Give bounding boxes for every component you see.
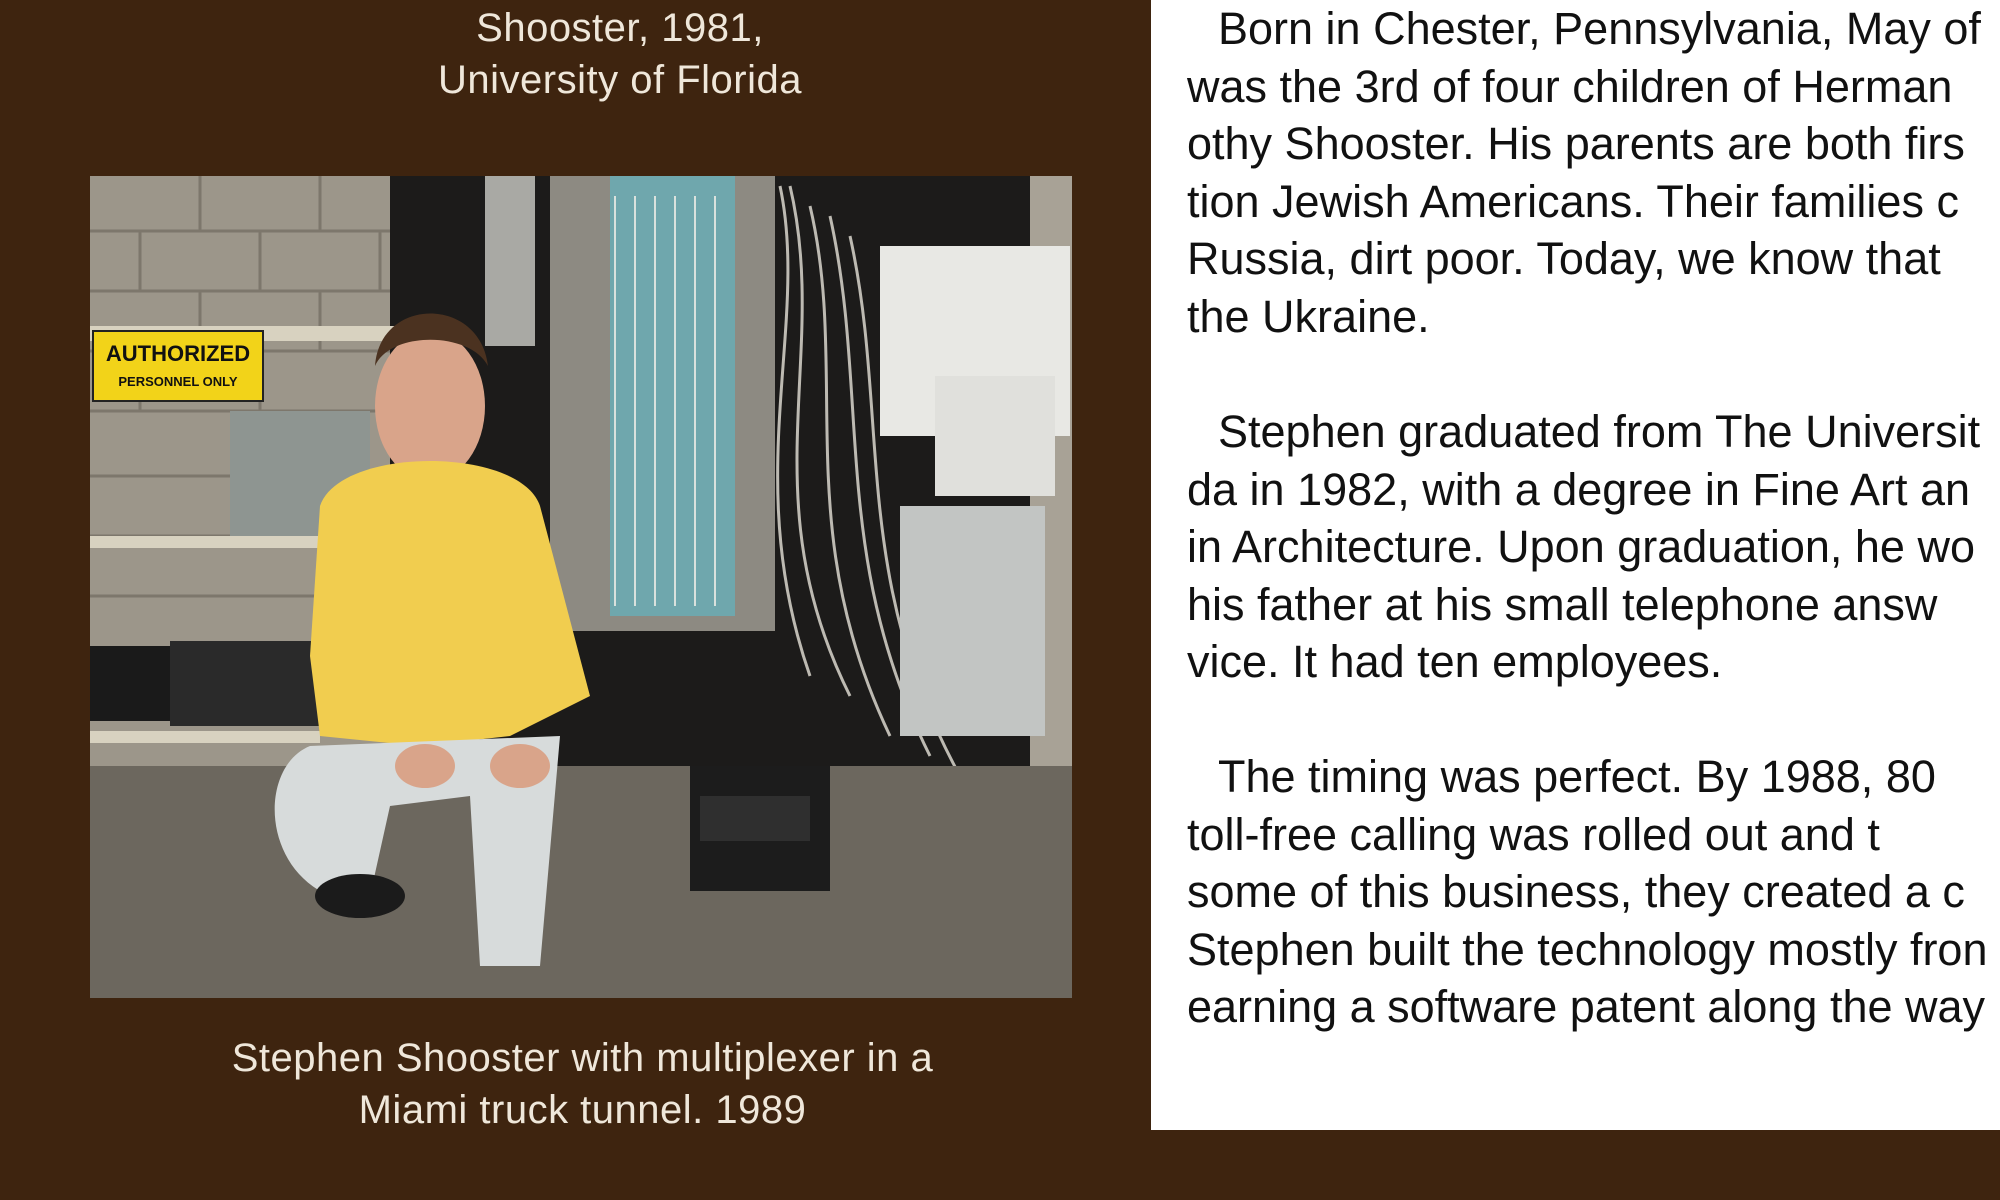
multiplexer-photo xyxy=(90,176,1072,998)
paragraph-line: tion Jewish Americans. Their families c xyxy=(1187,175,1959,227)
top-caption-line-1: Shooster, 1981, xyxy=(476,6,764,50)
paragraph-line: his father at his small telephone answ xyxy=(1187,578,1938,630)
paragraph-line: da in 1982, with a degree in Fine Art an xyxy=(1187,463,1971,515)
paragraph-line: Russia, dirt poor. Today, we know that xyxy=(1187,233,1941,284)
sign-line-1: AUTHORIZED xyxy=(105,341,251,366)
photo-caption xyxy=(90,1032,1075,1136)
photo-caption-line-1: Stephen Shooster with multiplexer in a xyxy=(231,1036,934,1080)
top-caption-line-2: University of Florida xyxy=(438,58,802,102)
paragraph-line: earning a software patent along the way xyxy=(1187,981,1986,1032)
paragraph-line: Stephen graduated from The Universit xyxy=(1218,406,1981,457)
paragraph-line: The timing was perfect. By 1988, 80 xyxy=(1218,751,1936,802)
paragraph-line: vice. It had ten employees. xyxy=(1187,636,1723,687)
top-caption xyxy=(270,2,970,106)
paragraph-line: in Architecture. Upon graduation, he wo xyxy=(1187,521,1975,572)
paragraph-line: some of this business, they created a c xyxy=(1187,866,1965,917)
paragraph-line: othy Shooster. His parents are both firs xyxy=(1187,118,1965,169)
paragraph-birth xyxy=(1187,0,2000,345)
sign-line-2: PERSONNEL ONLY xyxy=(118,374,238,389)
text-panel xyxy=(1151,0,2000,1130)
paragraph-line: the Ukraine. xyxy=(1187,290,1430,342)
paragraph-line: Stephen built the technology mostly fron xyxy=(1187,923,1988,975)
paragraph-line: Born in Chester, Pennsylvania, May of xyxy=(1218,3,1981,54)
paragraph-timing xyxy=(1187,748,2000,1036)
paragraph-line: toll-free calling was rolled out and t xyxy=(1187,808,1880,860)
paragraph-education xyxy=(1187,403,2000,691)
paragraph-line: was the 3rd of four children of Herman xyxy=(1187,60,1953,112)
photo-caption-line-2: Miami truck tunnel. 1989 xyxy=(358,1088,807,1132)
